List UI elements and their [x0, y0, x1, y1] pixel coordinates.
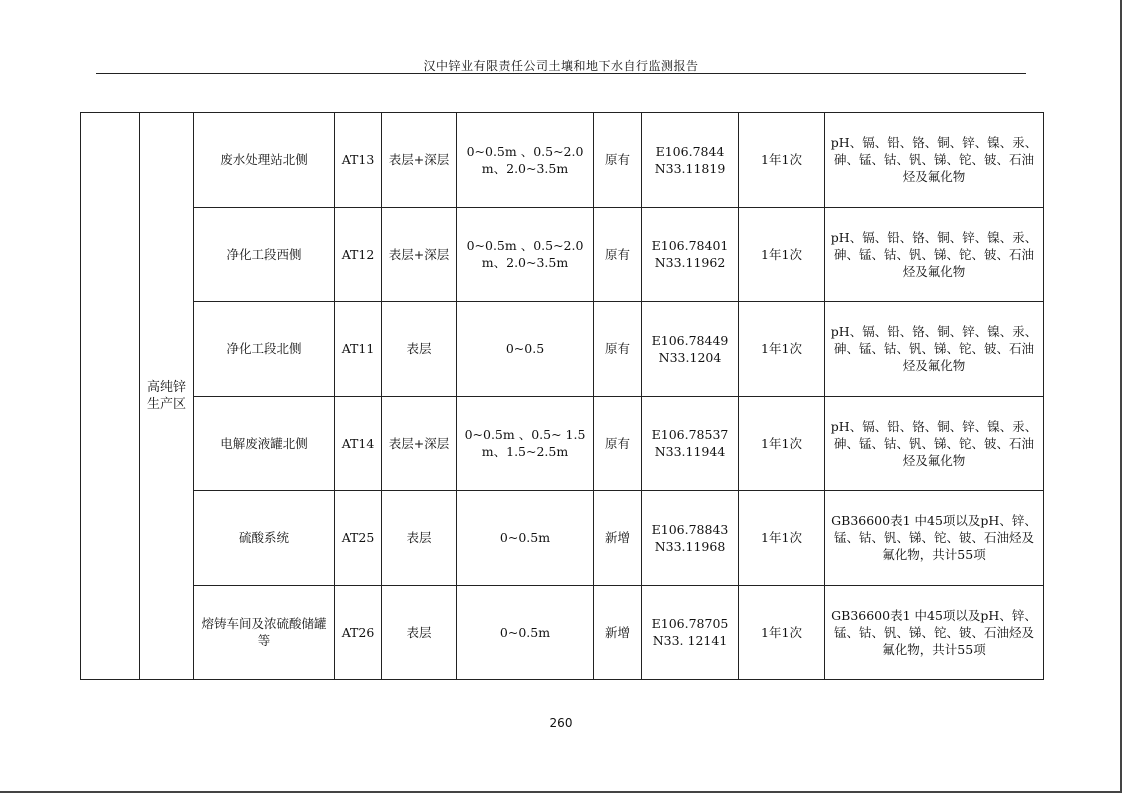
longitude: E106.78843 [651, 521, 729, 537]
table-row [81, 585, 1044, 680]
depth-cell: 0~0.5m 、0.5~2.0m、2.0~3.5m [457, 113, 594, 208]
coordinate-cell [642, 491, 739, 586]
frequency-cell: 1年1次 [739, 396, 825, 491]
depth-cell: 0~0.5m [457, 491, 594, 586]
indicators-cell: pH、镉、铅、铬、铜、锌、镍、汞、砷、锰、钴、钒、锑、铊、铍、石油烃及氟化物 [825, 396, 1044, 491]
latitude: N33.11968 [654, 538, 726, 554]
layer-cell: 表层 [382, 585, 457, 680]
page-number: 260 [549, 716, 573, 730]
table-row [81, 396, 1044, 491]
coordinate-cell [642, 113, 739, 208]
coordinate-cell [642, 585, 739, 680]
layer-cell: 表层+深层 [382, 396, 457, 491]
frequency-cell: 1年1次 [739, 302, 825, 397]
indicators-cell: GB36600表1 中45项以及pH、锌、锰、钴、钒、锑、铊、铍、石油烃及氟化物，共计55项 [825, 585, 1044, 680]
location-cell: 电解废液罐北侧 [194, 396, 335, 491]
point-id-cell: AT14 [335, 396, 382, 491]
status-cell: 新增 [594, 491, 642, 586]
location-cell: 硫酸系统 [194, 491, 335, 586]
point-id-cell: AT11 [335, 302, 382, 397]
table-row [81, 113, 1044, 208]
monitoring-points-table [80, 112, 1044, 680]
location-cell: 熔铸车间及浓硫酸储罐等 [194, 585, 335, 680]
indicators-cell: pH、镉、铅、铬、铜、锌、镍、汞、砷、锰、钴、钒、锑、铊、铍、石油烃及氟化物 [825, 302, 1044, 397]
status-cell: 新增 [594, 585, 642, 680]
frequency-cell: 1年1次 [739, 113, 825, 208]
latitude: N33. 12141 [652, 633, 728, 649]
layer-cell: 表层 [382, 302, 457, 397]
point-id-cell: AT13 [335, 113, 382, 208]
coordinate-cell [642, 302, 739, 397]
status-cell: 原有 [594, 207, 642, 302]
header-divider [96, 73, 1026, 74]
longitude: E106.78449 [651, 332, 729, 348]
latitude: N33.1204 [658, 349, 722, 365]
layer-cell: 表层 [382, 491, 457, 586]
frequency-cell: 1年1次 [739, 491, 825, 586]
point-id-cell: AT25 [335, 491, 382, 586]
latitude: N33.11819 [654, 160, 726, 176]
longitude: E106.78401 [651, 238, 729, 254]
table-row [81, 491, 1044, 586]
table-row [81, 207, 1044, 302]
coordinate-cell [642, 207, 739, 302]
coordinate-cell [642, 396, 739, 491]
point-id-cell: AT12 [335, 207, 382, 302]
table-row [81, 302, 1044, 397]
frequency-cell: 1年1次 [739, 207, 825, 302]
layer-cell: 表层+深层 [382, 113, 457, 208]
indicators-cell: GB36600表1 中45项以及pH、锌、锰、钴、钒、锑、铊、铍、石油烃及氟化物，共计55项 [825, 491, 1044, 586]
area-cell: 高纯锌生产区 [140, 113, 194, 680]
indicators-cell: pH、镉、铅、铬、铜、锌、镍、汞、砷、锰、钴、钒、锑、铊、铍、石油烃及氟化物 [825, 207, 1044, 302]
longitude: E106.7844 [655, 143, 725, 159]
status-cell: 原有 [594, 396, 642, 491]
frequency-cell: 1年1次 [739, 585, 825, 680]
location-cell: 净化工段北侧 [194, 302, 335, 397]
depth-cell: 0~0.5m [457, 585, 594, 680]
indicators-cell: pH、镉、铅、铬、铜、锌、镍、汞、砷、锰、钴、钒、锑、铊、铍、石油烃及氟化物 [825, 113, 1044, 208]
layer-cell: 表层+深层 [382, 207, 457, 302]
location-cell: 净化工段西侧 [194, 207, 335, 302]
depth-cell: 0~0.5m 、0.5~ 1.5m、1.5~2.5m [457, 396, 594, 491]
depth-cell: 0~0.5 [457, 302, 594, 397]
blank-category-cell [81, 113, 140, 680]
latitude: N33.11944 [654, 444, 726, 460]
longitude: E106.78537 [651, 427, 729, 443]
longitude: E106.78705 [651, 616, 729, 632]
status-cell: 原有 [594, 113, 642, 208]
depth-cell: 0~0.5m 、0.5~2.0m、2.0~3.5m [457, 207, 594, 302]
point-id-cell: AT26 [335, 585, 382, 680]
report-header-title: 汉中锌业有限责任公司土壤和地下水自行监测报告 [423, 59, 699, 73]
location-cell: 废水处理站北侧 [194, 113, 335, 208]
latitude: N33.11962 [654, 255, 726, 271]
status-cell: 原有 [594, 302, 642, 397]
